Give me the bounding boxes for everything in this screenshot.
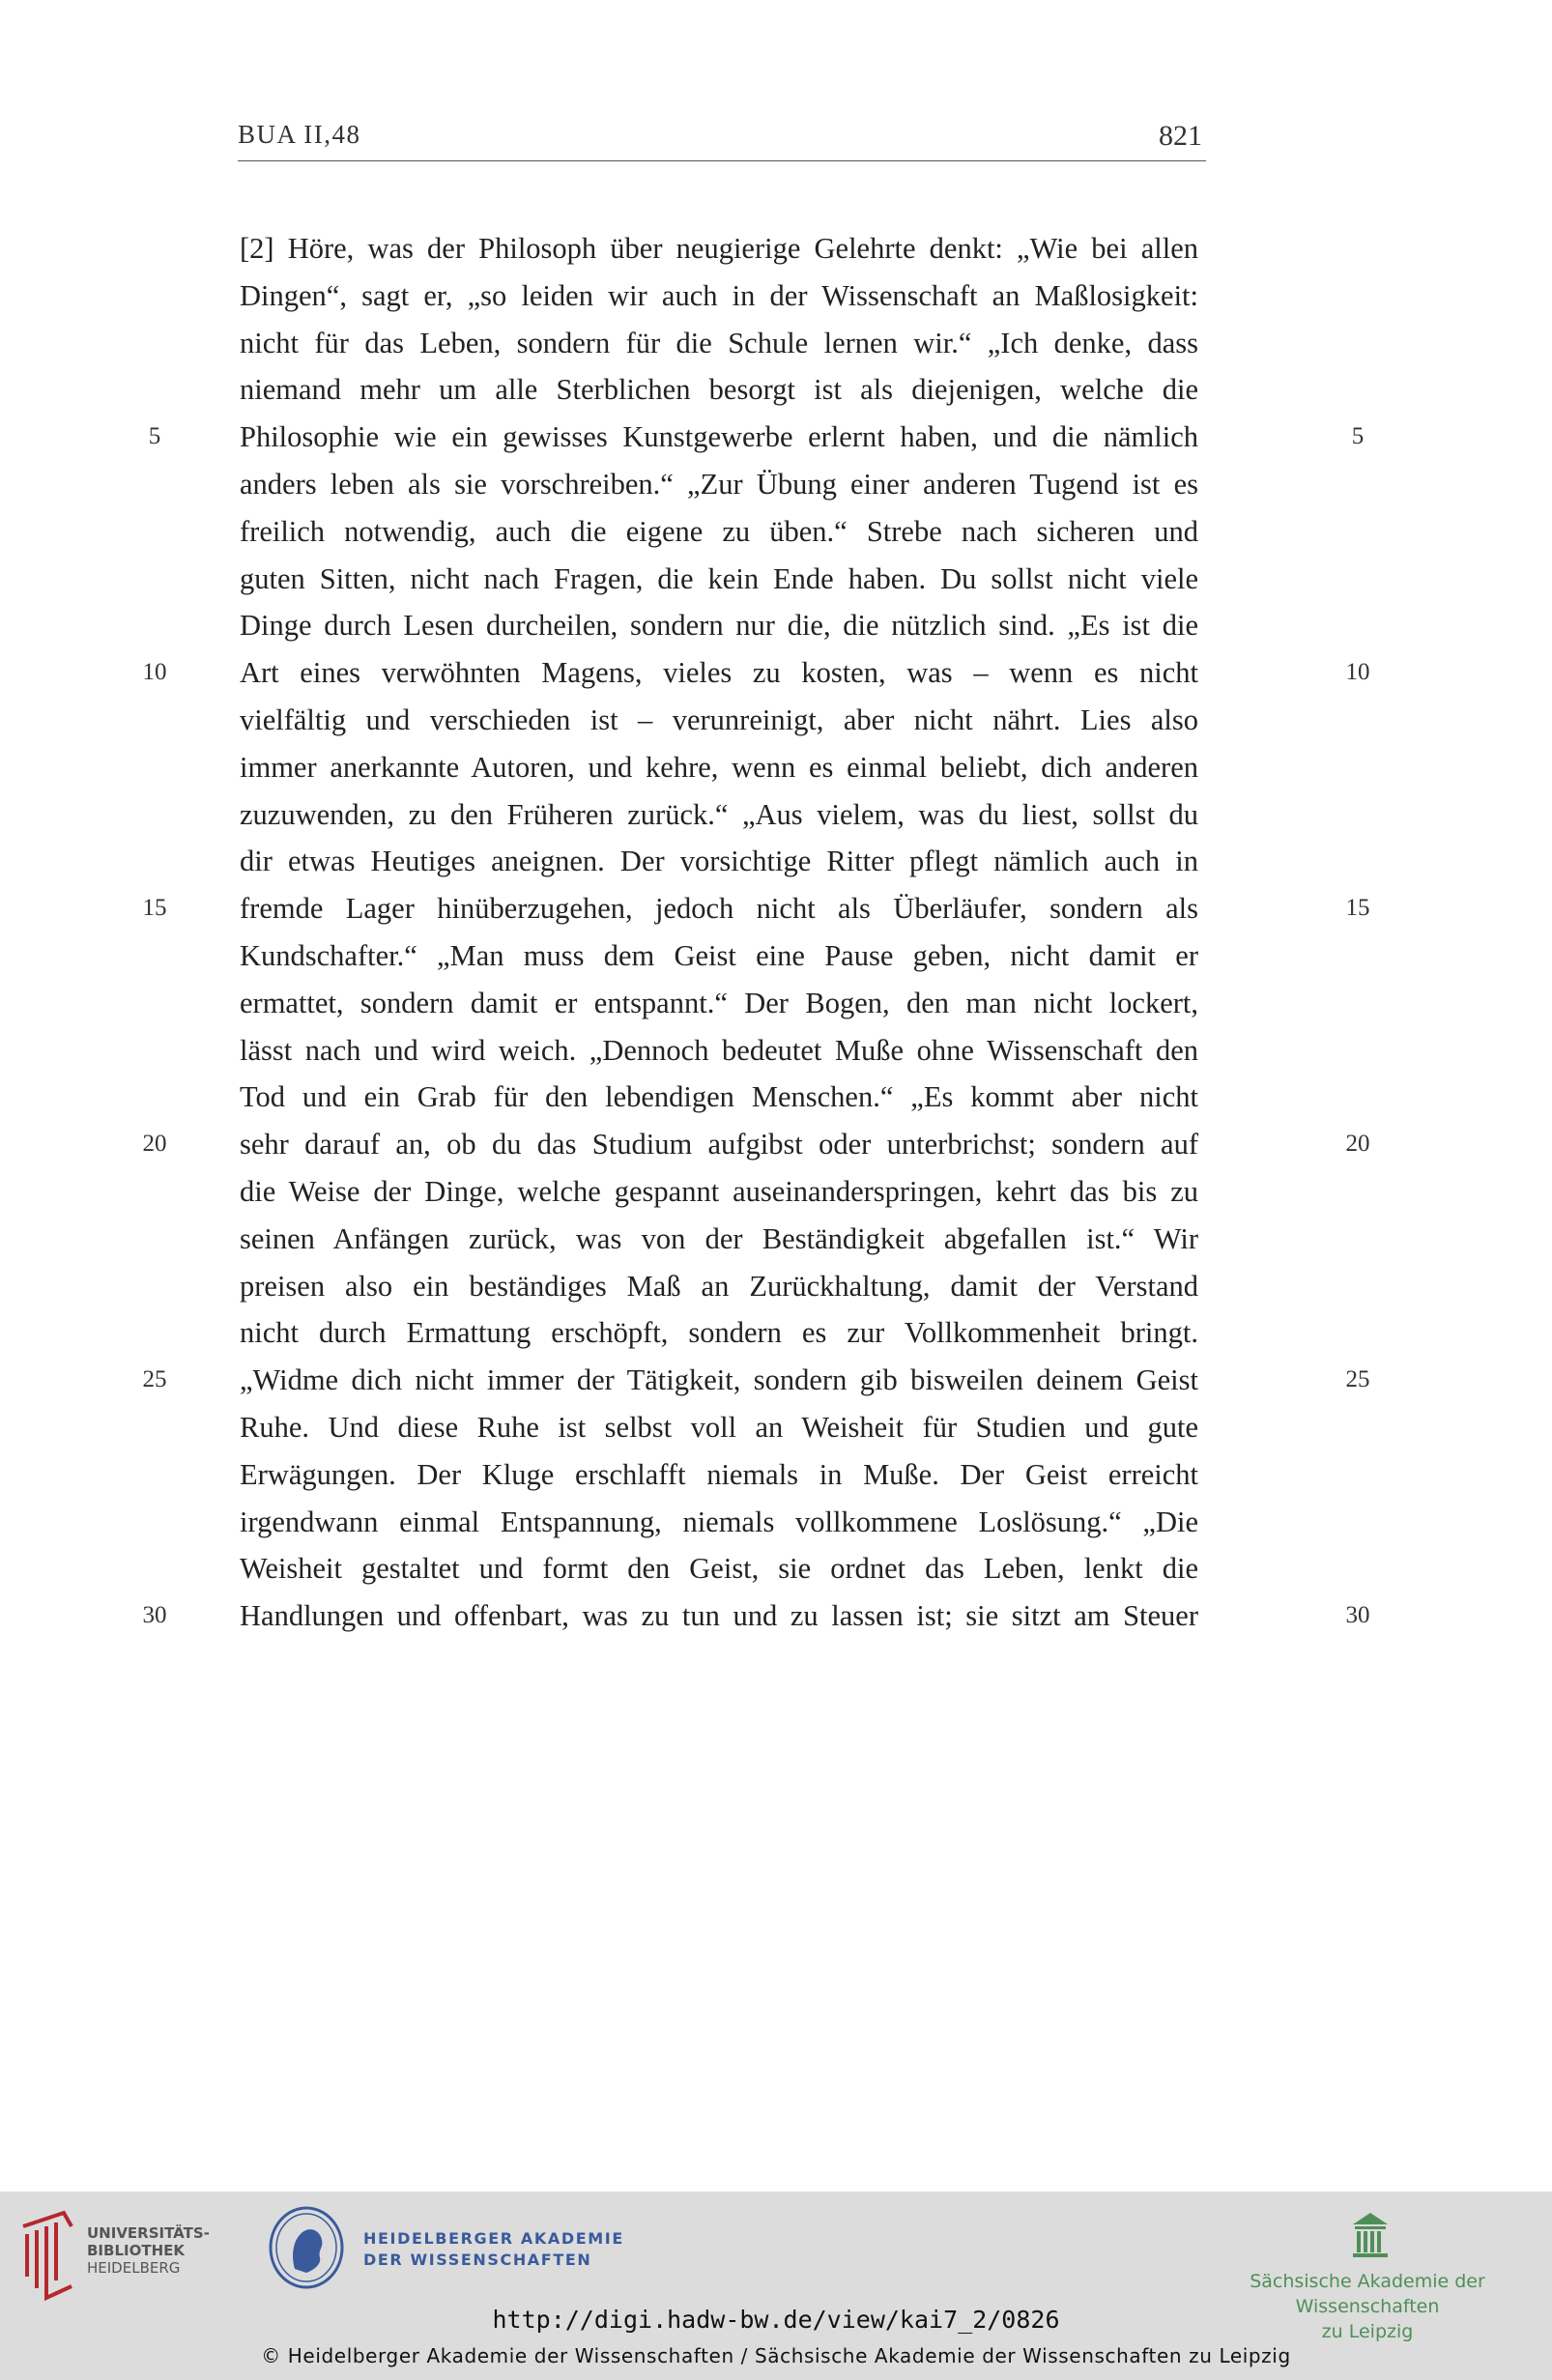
text-line: Tod und ein Grab für den lebendigen Menschen.“ „Es kommt aber nicht bbox=[240, 1080, 1198, 1114]
copyright-notice: © Heidelberger Akademie der Wissenschaften / Sächsische Akademie der Wissenschaften zu Leipzig bbox=[261, 2344, 1291, 2367]
text-line: irgendwann einmal Entspannung, niemals vollkommene Loslösung.“ „Die bbox=[240, 1505, 1198, 1538]
permalink-url[interactable]: http://digi.hadw-bw.de/view/kai7_2/0826 bbox=[492, 2306, 1060, 2334]
line-number: 30 bbox=[142, 1602, 167, 1629]
line-number: 10 bbox=[142, 659, 167, 686]
text-line: die Weise der Dinge, welche gespannt auseinanderspringen, kehrt das bis zu bbox=[240, 1174, 1198, 1208]
footer-banner bbox=[0, 2192, 1552, 2380]
text-line: sehr darauf an, ob du das Studium aufgibst oder unterbrichst; sondern auf bbox=[240, 1128, 1198, 1161]
university-library-name bbox=[87, 2224, 210, 2277]
text-line: Handlungen und offenbart, was zu tun und zu lassen ist; sie sitzt am Steuer bbox=[240, 1599, 1198, 1633]
ub-line: BIBLIOTHEK bbox=[87, 2242, 185, 2259]
text-line: Ruhe. Und diese Ruhe ist selbst voll an Weisheit für Studien und gute bbox=[240, 1410, 1198, 1444]
text-line: vielfältig und verschieden ist – verunreinigt, aber nicht nährt. Lies also bbox=[240, 703, 1198, 736]
page-header bbox=[238, 114, 1206, 161]
hadw-line: DER WISSENSCHAFTEN bbox=[363, 2251, 592, 2269]
text-line: Philosophie wie ein gewisses Kunstgewerbe erlernt haben, und die nämlich bbox=[240, 420, 1198, 454]
text-line: anders leben als sie vorschreiben.“ „Zur Übung einer anderen Tugend ist es bbox=[240, 467, 1198, 501]
text-line: Weisheit gestaltet und formt den Geist, sie ordnet das Leben, lenkt die bbox=[240, 1552, 1198, 1586]
line-number: 25 bbox=[1345, 1366, 1370, 1393]
saw-line: Sächsische Akademie der Wissenschaften bbox=[1250, 2271, 1485, 2317]
ub-line: HEIDELBERG bbox=[87, 2259, 181, 2277]
text-line: niemand mehr um alle Sterblichen besorgt ist als diejenigen, welche die bbox=[240, 373, 1198, 407]
line-number: 30 bbox=[1345, 1602, 1370, 1629]
running-head: BUA II,48 bbox=[238, 120, 361, 149]
text-line: preisen also ein beständiges Maß an Zurückhaltung, damit der Verstand bbox=[240, 1269, 1198, 1303]
text-line: fremde Lager hinüberzugehen, jedoch nicht als Überläufer, sondern als bbox=[240, 892, 1198, 926]
text-line: nicht für das Leben, sondern für die Schule lernen wir.“ „Ich denke, dass bbox=[240, 326, 1198, 359]
hadw-seal-icon[interactable] bbox=[268, 2205, 345, 2290]
hadw-line: HEIDELBERGER AKADEMIE bbox=[363, 2229, 624, 2248]
line-number: 10 bbox=[1345, 659, 1370, 686]
text-line: freilich notwendig, auch die eigene zu üben.“ Strebe nach sicheren und bbox=[240, 514, 1198, 548]
text-line: seinen Anfängen zurück, was von der Beständigkeit abgefallen ist.“ Wir bbox=[240, 1221, 1198, 1255]
text-line: immer anerkannte Autoren, und kehre, wenn es einmal beliebt, dich anderen bbox=[240, 750, 1198, 784]
page-number: 821 bbox=[1159, 120, 1202, 152]
text-line: Erwägungen. Der Kluge erschlafft niemals in Muße. Der Geist erreicht bbox=[240, 1457, 1198, 1491]
line-number: 5 bbox=[1351, 423, 1365, 450]
line-number: 20 bbox=[1345, 1131, 1370, 1158]
line-number: 20 bbox=[142, 1131, 167, 1158]
line-number: 25 bbox=[142, 1366, 167, 1393]
text-line: nicht durch Ermattung erschöpft, sondern es zur Vollkommenheit bringt. bbox=[240, 1316, 1198, 1350]
text-line: Dingen“, sagt er, „so leiden wir auch in der Wissenschaft an Maßlosigkeit: bbox=[240, 278, 1198, 312]
line-number: 5 bbox=[148, 423, 161, 450]
text-line: lässt nach und wird weich. „Dennoch bedeutet Muße ohne Wissenschaft den bbox=[240, 1033, 1198, 1067]
text-line: ermattet, sondern damit er entspannt.“ Der Bogen, den man nicht lockert, bbox=[240, 986, 1198, 1019]
ub-line: UNIVERSITÄTS- bbox=[87, 2224, 210, 2242]
text-line: guten Sitten, nicht nach Fragen, die kein Ende haben. Du sollst nicht viele bbox=[240, 561, 1198, 595]
line-number: 15 bbox=[142, 895, 167, 922]
text-line: Dinge durch Lesen durcheilen, sondern nur die, die nützlich sind. „Es ist die bbox=[240, 609, 1198, 643]
text-line: [2] Höre, was der Philosoph über neugierige Gelehrte denkt: „Wie bei allen bbox=[240, 232, 1198, 265]
text-line: „Widme dich nicht immer der Tätigkeit, sondern gib bisweilen deinem Geist bbox=[240, 1363, 1198, 1397]
text-line: zuzuwenden, zu den Früheren zurück.“ „Aus vielem, was du liest, sollst du bbox=[240, 797, 1198, 831]
hadw-name bbox=[363, 2228, 624, 2271]
text-line: dir etwas Heutiges aneignen. Der vorsichtige Ritter pflegt nämlich auch in bbox=[240, 845, 1198, 878]
text-line: Kundschafter.“ „Man muss dem Geist eine Pause geben, nicht damit er bbox=[240, 938, 1198, 972]
body-text bbox=[240, 225, 1198, 1640]
text-line: Art eines verwöhnten Magens, vieles zu kosten, was – wenn es nicht bbox=[240, 656, 1198, 690]
saw-line: zu Leipzig bbox=[1321, 2321, 1414, 2342]
line-number: 15 bbox=[1345, 895, 1370, 922]
saxon-academy-building-icon[interactable] bbox=[1349, 2211, 1392, 2259]
